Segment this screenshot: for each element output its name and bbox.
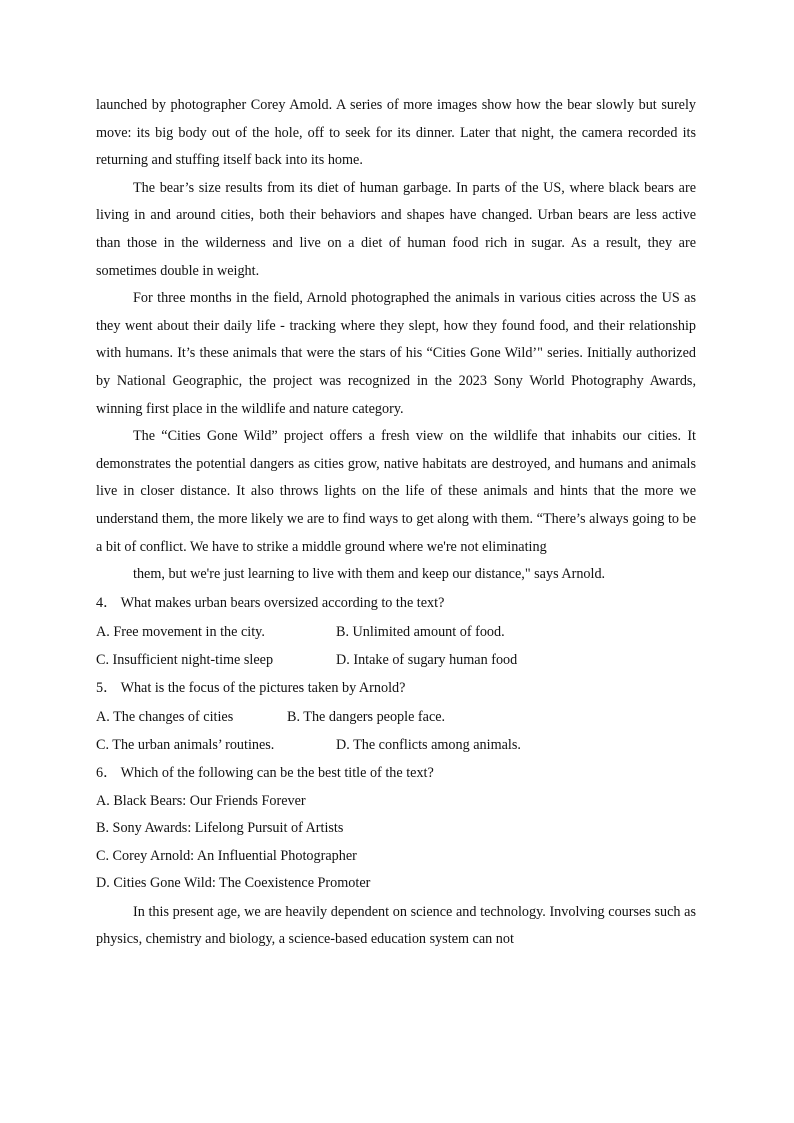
next-passage-paragraph: In this present age, we are heavily dependent on science and technology. Involving courses such as physics, chemistry and biology, a science-based education system can not bbox=[96, 903, 696, 948]
question-5-option-a: A. The changes of cities bbox=[96, 708, 234, 725]
question-6-stem: 6． Which of the following can be the best title of the text? bbox=[96, 764, 434, 781]
question-5-option-d: D. The conflicts among animals. bbox=[336, 736, 521, 753]
paragraph-1-continued: launched by photographer Corey Amold. A series of more images show how the bear slowly but surely move: its big body out of the hole, off to seek for its dinner. Later that night, the camera recorded its returning and stuffing itself back into its home. bbox=[96, 97, 696, 169]
question-5-option-b: B. The dangers people face. bbox=[287, 708, 446, 725]
question-5-stem: 5． What is the focus of the pictures taken by Arnold? bbox=[96, 679, 406, 696]
paragraph-4: The “Cities Gone Wild” project offers a fresh view on the wildlife that inhabits our cities. It demonstrates the potential dangers as cities grow, native habitats are destroyed, and humans and animals live in closer distance. It also throws lights on the life of these animals and hints that the more we understand them, the more likely we are to find ways to get along with them. “There’s always going to be a bit of conflict. We have to strike a middle ground where we're not eliminating bbox=[96, 428, 696, 555]
question-6-option-a: A. Black Bears: Our Friends Forever bbox=[96, 792, 306, 809]
paragraph-3: For three months in the field, Arnold photographed the animals in various cities across the US as they went about their daily life - tracking where they slept, how they found food, and their relationship with humans. It’s these animals that were the stars of his “Cities Gone Wild’" series. Initially authorized by National Geographic, the project was recognized in the 2023 Sony World Photography Awards, winning first place in the wildlife and nature category. bbox=[96, 290, 696, 417]
document-page bbox=[96, 92, 696, 954]
question-5-options-row-2 bbox=[96, 731, 696, 759]
question-4-option-b: B. Unlimited amount of food. bbox=[336, 623, 505, 640]
question-6-option-b: B. Sony Awards: Lifelong Pursuit of Artists bbox=[96, 820, 344, 837]
question-6-option-c: C. Corey Arnold: An Influential Photographer bbox=[96, 847, 357, 864]
paragraph-2: The bear’s size results from its diet of human garbage. In parts of the US, where black bears are living in and around cities, both their behaviors and shapes have changed. Urban bears are less active than those in the wilderness and live on a diet of human food rich in sugar. As a result, they are sometimes double in weight. bbox=[96, 179, 696, 279]
question-4-options-row-2 bbox=[96, 646, 696, 674]
question-4-option-c: C. Insufficient night-time sleep bbox=[96, 651, 274, 668]
question-5-options-row-1 bbox=[96, 703, 696, 731]
paragraph-4-continued: them, but we're just learning to live with them and keep our distance," says Arnold. bbox=[133, 566, 606, 583]
question-4-option-d: D. Intake of sugary human food bbox=[336, 651, 518, 668]
question-4-option-a: A. Free movement in the city. bbox=[96, 623, 265, 640]
question-5-option-c: C. The urban animals’ routines. bbox=[96, 736, 275, 753]
question-4-stem: 4． What makes urban bears oversized according to the text? bbox=[96, 594, 445, 611]
question-6-option-d: D. Cities Gone Wild: The Coexistence Promoter bbox=[96, 875, 371, 892]
question-4-options-row-1 bbox=[96, 618, 696, 646]
